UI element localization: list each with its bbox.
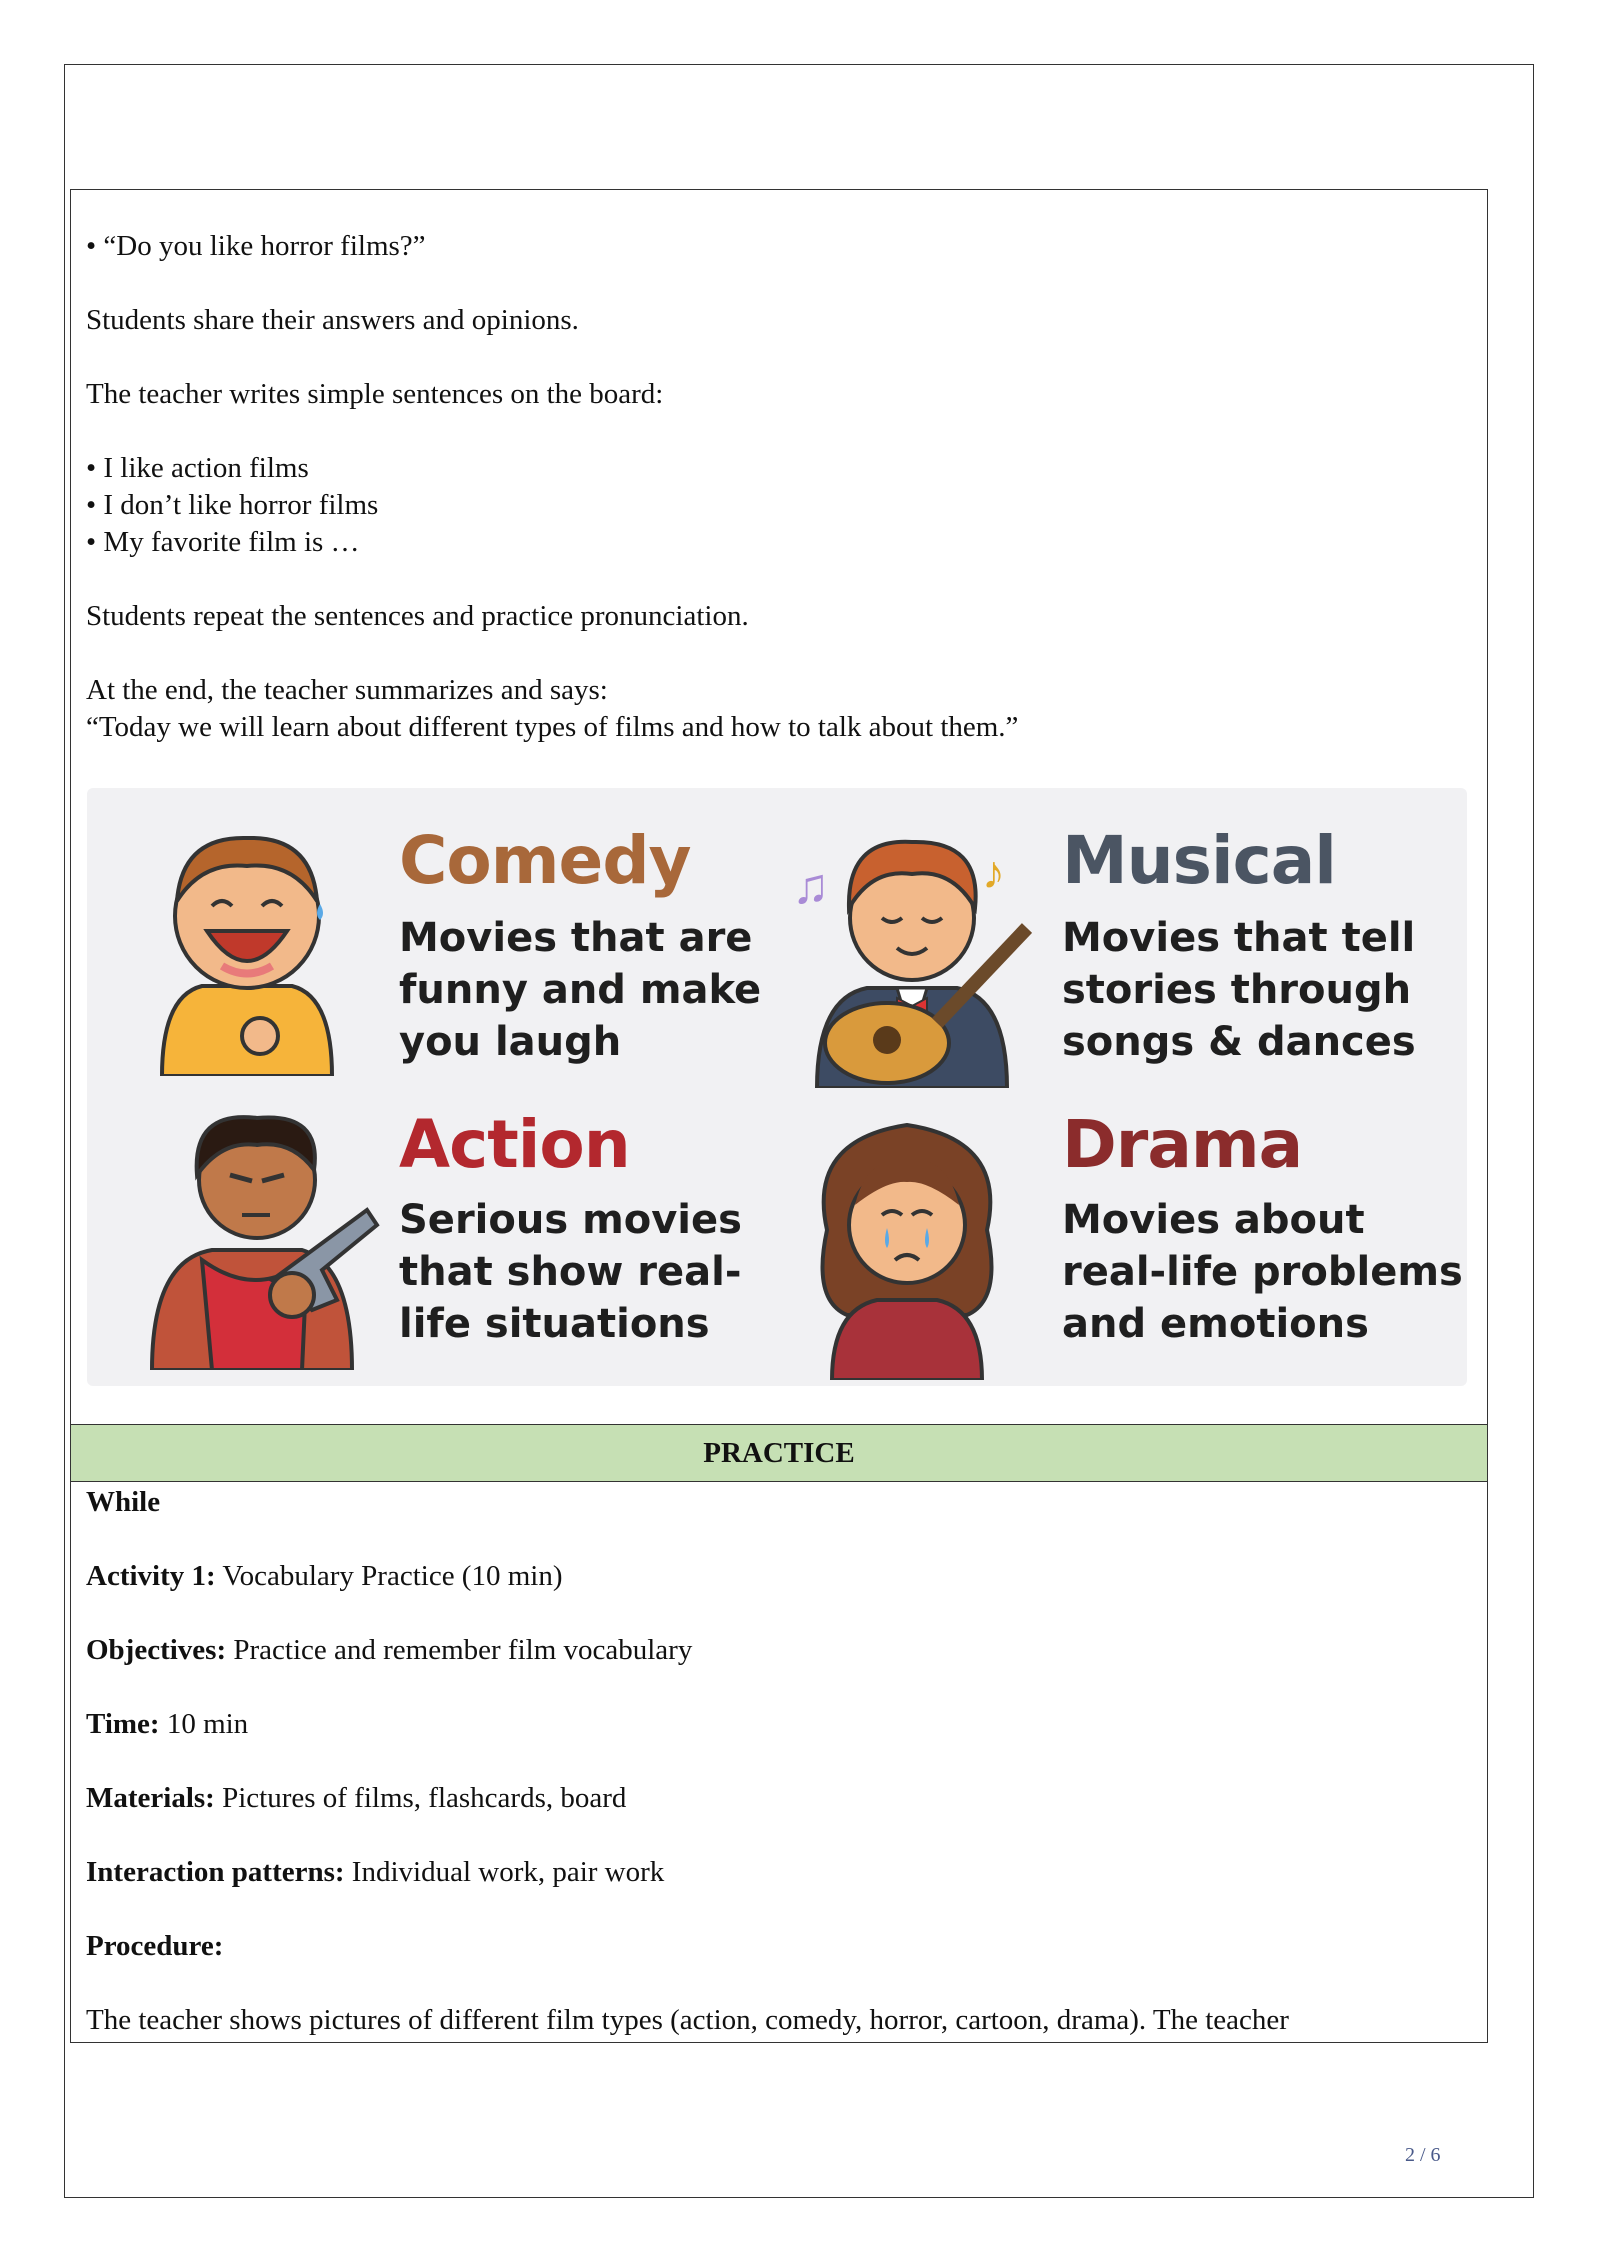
objectives-label: Objectives:: [86, 1634, 227, 1666]
svg-text:♪: ♪: [982, 847, 1005, 898]
summary-quote: “Today we will learn about different types of films and how to talk about them.”: [86, 711, 1019, 743]
materials-label: Materials:: [86, 1782, 215, 1814]
page-number: 2 / 6: [1405, 2144, 1441, 2166]
time-label: Time:: [86, 1708, 160, 1740]
lesson-content-box: [70, 189, 1488, 2043]
practice-details: [86, 1484, 1472, 2039]
sentence-item: • I like action films: [86, 452, 309, 484]
activity-line: [86, 1558, 1472, 1595]
objectives-value: Practice and remember film vocabulary: [233, 1634, 693, 1666]
summary-line: At the end, the teacher summarizes and says:: [86, 674, 608, 706]
interaction-value: Individual work, pair work: [351, 1856, 665, 1888]
drama-title: Drama: [1062, 1106, 1303, 1183]
time-line: [86, 1706, 1472, 1743]
time-value: 10 min: [166, 1708, 249, 1740]
interaction-line: [86, 1854, 1472, 1891]
guitar-singer-illustration: [787, 808, 1037, 1088]
action-title: Action: [399, 1106, 630, 1183]
film-genres-infographic: [87, 788, 1467, 1386]
practice-heading: PRACTICE: [71, 1424, 1487, 1482]
while-heading: While: [86, 1486, 161, 1518]
musical-title: Musical: [1062, 822, 1336, 899]
question-line: • “Do you like horror films?”: [86, 230, 426, 262]
interaction-label: Interaction patterns:: [86, 1856, 345, 1888]
crying-girl-illustration: [807, 1100, 1007, 1380]
objectives-line: [86, 1632, 1472, 1669]
drama-description: Movies about real-life problems and emotions: [1062, 1197, 1463, 1347]
laughing-boy-illustration: [142, 816, 352, 1076]
musical-description: Movies that tell stories through songs & dances: [1062, 915, 1416, 1065]
sentence-item: • My favorite film is …: [86, 526, 360, 558]
activity-value: Vocabulary Practice (10 min): [222, 1560, 563, 1592]
comedy-description: Movies that are funny and make you laugh: [399, 915, 762, 1065]
procedure-label: Procedure:: [86, 1930, 224, 1962]
action-hero-illustration: [142, 1100, 382, 1370]
intro-text: [86, 228, 1472, 746]
procedure-text: The teacher shows pictures of different film types (action, comedy, horror, cartoon, drama). The teacher: [86, 2004, 1289, 2036]
materials-value: Pictures of films, flashcards, board: [222, 1782, 627, 1814]
comedy-title: Comedy: [399, 822, 691, 899]
teacher-writes-line: The teacher writes simple sentences on the board:: [86, 378, 664, 410]
materials-line: [86, 1780, 1472, 1817]
sentence-item: • I don’t like horror films: [86, 489, 379, 521]
repeat-line: Students repeat the sentences and practice pronunciation.: [86, 600, 749, 632]
action-description: Serious movies that show real- life situations: [399, 1197, 742, 1347]
svg-text:♫: ♫: [792, 858, 830, 914]
share-line: Students share their answers and opinions.: [86, 304, 579, 336]
activity-label: Activity 1:: [86, 1560, 216, 1592]
